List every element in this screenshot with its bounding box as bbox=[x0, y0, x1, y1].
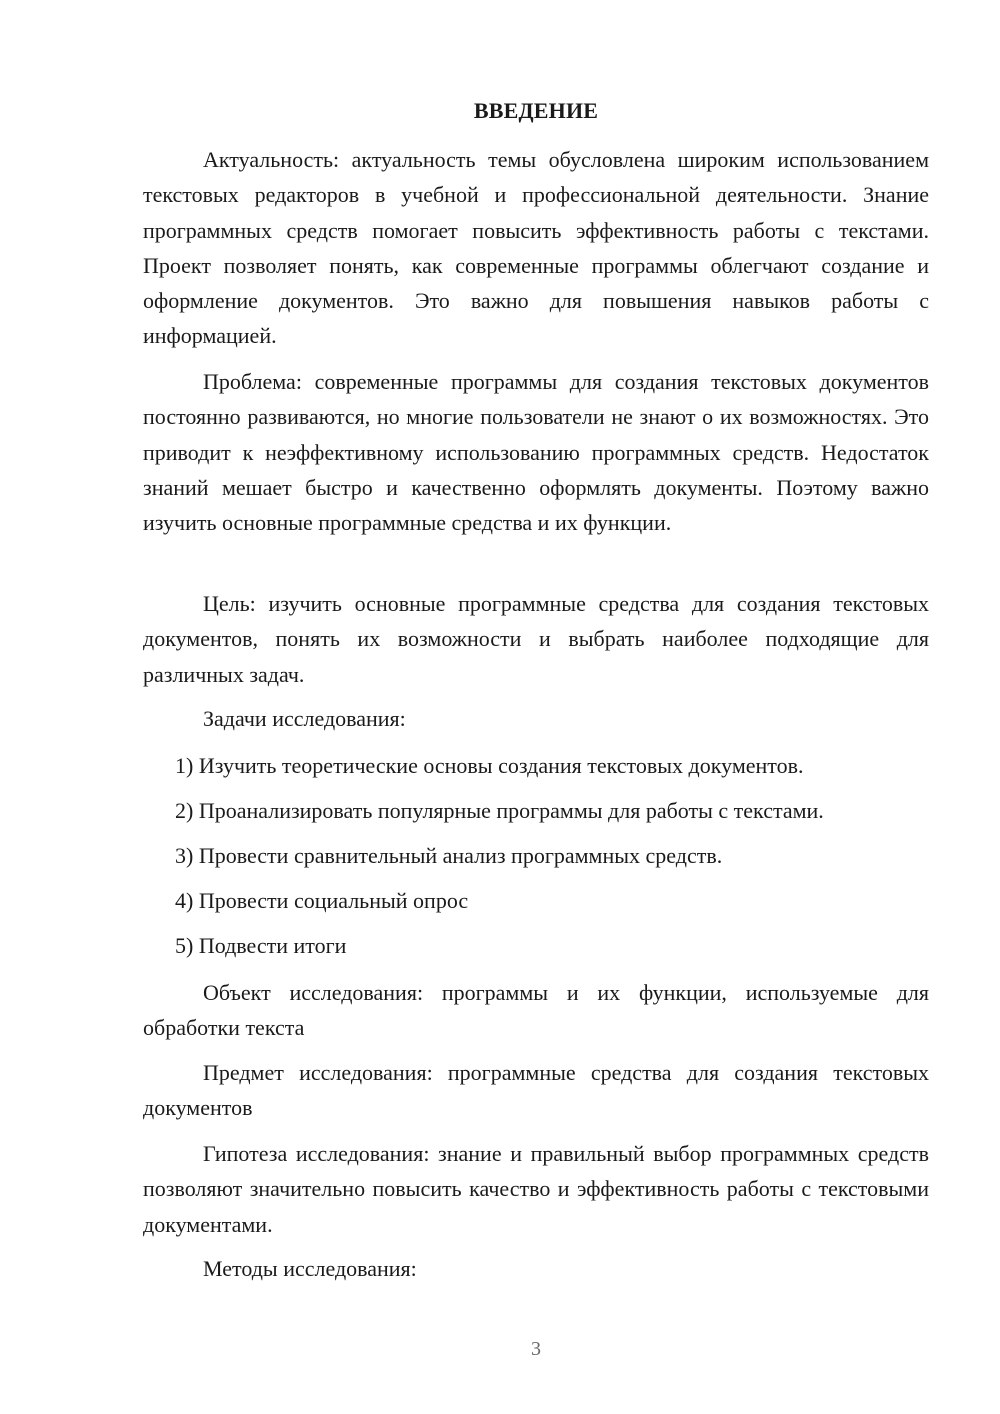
section-title: ВВЕДЕНИЕ bbox=[473, 98, 599, 123]
task-item-5: 5) Подвести итоги bbox=[175, 933, 347, 958]
hypothesis-paragraph: Гипотеза исследования: знание и правильный выбор программных средств позволяют значительно повысить качество и эффективность работы с текстовыми документами. bbox=[143, 1141, 929, 1237]
tasks-heading: Задачи исследования: bbox=[203, 706, 406, 731]
relevance-paragraph: Актуальность: актуальность темы обусловлена широким использованием текстовых редакторов в учебной и профессиональной деятельности. Знание программных средств помогает повысить эффективность работы с текстами. Проект позволяет понять, как современные программы облегчают создание и оформление документов. Это важно для повышения навыков работы с информацией. bbox=[143, 147, 929, 349]
problem-paragraph: Проблема: современные программы для создания текстовых документов постоянно развиваются, но многие пользователи не знают о их возможностях. Это приводит к неэффективному использованию программных средств. Недостаток знаний мешает быстро и качественно оформлять документы. Поэтому важно изучить основные программные средства и их функции. bbox=[143, 369, 929, 536]
page-number: 3 bbox=[531, 1338, 541, 1360]
task-item-1: 1) Изучить теоретические основы создания текстовых документов. bbox=[175, 753, 804, 778]
goal-paragraph: Цель: изучить основные программные средства для создания текстовых документов, понять их возможности и выбрать наиболее подходящие для различных задач. bbox=[143, 591, 929, 687]
task-item-4: 4) Провести социальный опрос bbox=[175, 888, 469, 913]
methods-heading: Методы исследования: bbox=[203, 1256, 417, 1281]
task-item-2: 2) Проанализировать популярные программы для работы с текстами. bbox=[175, 798, 824, 823]
task-item-3: 3) Провести сравнительный анализ программных средств. bbox=[175, 843, 723, 868]
subject-paragraph: Предмет исследования: программные средства для создания текстовых документов bbox=[143, 1060, 929, 1121]
object-paragraph: Объект исследования: программы и их функции, используемые для обработки текста bbox=[143, 980, 929, 1041]
